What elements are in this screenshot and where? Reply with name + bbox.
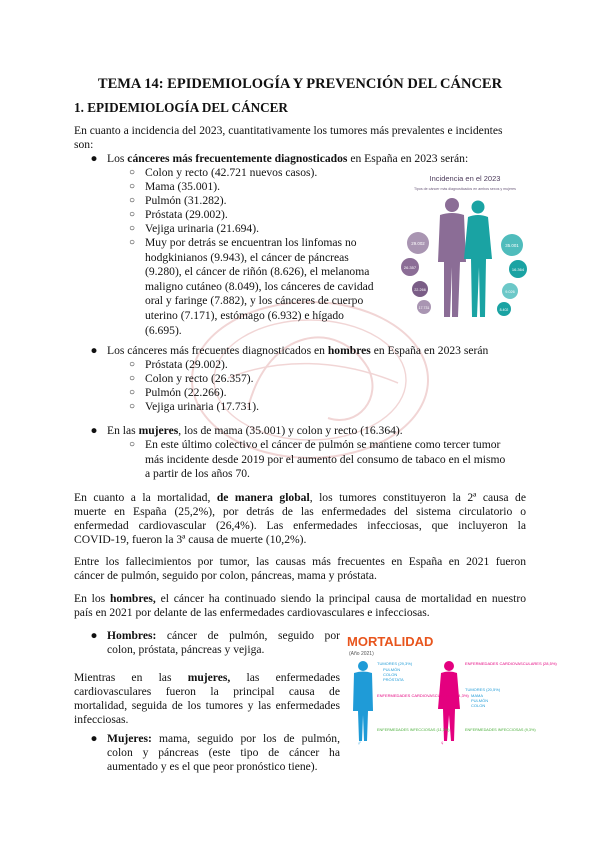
mortality-year: (Año 2021) xyxy=(349,651,374,657)
sub-bullet: ○ xyxy=(128,209,136,220)
women-bullet-line: colon y páncreas (este tipo de cáncer ha xyxy=(107,746,340,759)
sub-bullet: ○ xyxy=(128,195,136,206)
incidence-subtitle: Tipos de cáncer más diagnosticados en ambos sexos y mujeres xyxy=(414,187,516,191)
b1-item: Próstata (29.002). xyxy=(145,208,228,221)
svg-text:♂: ♂ xyxy=(357,741,362,747)
w-infec: ENFERMEDADES INFECCIOSAS (9,3%) xyxy=(465,728,536,732)
svg-text:♀: ♀ xyxy=(440,741,445,747)
men-line-2: colon, próstata, páncreas y vejiga. xyxy=(107,643,265,656)
mort-p1-line: muerte en España (25,2%), por detrás de las enfermedades del sistema circulatorio o xyxy=(74,505,526,518)
page-title: TEMA 14: EPIDEMIOLOGÍA Y PREVENCIÓN DEL CÁNCER xyxy=(97,76,503,92)
m-tumores: TUMORES (29,3%) xyxy=(377,661,413,666)
mort-p1-line: COVID-19, fueron la 3ª causa de muerte (10,2%). xyxy=(74,533,307,546)
inc-left-val: 17.731 xyxy=(418,306,430,310)
sub-bullet: ○ xyxy=(128,373,136,384)
sub-bullet: ○ xyxy=(128,401,136,412)
w-tumor-item: MAMA xyxy=(471,693,483,698)
sub-bullet: ○ xyxy=(128,439,136,450)
bullet-dot: ● xyxy=(90,344,98,357)
sub-bullet: ○ xyxy=(128,237,136,248)
mort-p1-line: enfermedad cardiovascular (26,4%). Las enfermedades infecciosas, que incluyeron la xyxy=(74,519,526,532)
incidence-title: Incidencia en el 2023 xyxy=(429,174,501,183)
women-p-line: cardiovasculares fueron la principal causa de xyxy=(74,685,340,698)
w-tumores: TUMORES (20,5%) xyxy=(465,687,501,692)
b1-last-item: Muy por detrás se encuentran los linfomas no hodgkinianos (9.943), el cáncer de páncreas (9.280), el cáncer de riñón (8.626), el melanoma maligno cutáneo (8.049), los cánceres de cavidad oral y faringe (7.882), y los cánceres de cuerpo uterino (7.171), estómago (6.932) e hígado (6.695). xyxy=(145,236,374,337)
inc-left-val: 22.266 xyxy=(414,288,426,292)
inc-left-val: 26.357 xyxy=(403,265,417,270)
mort-p3-line: En los hombres, el cáncer ha continuado siendo la principal causa de mortalidad en nuestro xyxy=(74,592,526,605)
bullet-3-text: En las mujeres, los de mama (35.001) y colon y recto (16.364). xyxy=(107,424,403,437)
inc-right-val: 35.001 xyxy=(505,243,519,248)
inc-right-val: 9.026 xyxy=(505,290,515,294)
women-bullet-line: Mujeres: mama, seguido por los de pulmón, xyxy=(107,732,340,745)
intro-line-2: son: xyxy=(74,138,94,151)
b3-sub-item: En este último colectivo el cáncer de pulmón se mantiene como tercer tumor más incidente desde 2019 por el aumento del consumo de tabaco en el mismo a partir de los años 70. xyxy=(145,438,506,481)
w-cardio: ENFERMEDADES CARDIOVASCULARES (28,5%) xyxy=(465,661,557,666)
sub-bullet: ○ xyxy=(128,387,136,398)
incidence-figure xyxy=(400,167,530,327)
mort-p1-line: En cuanto a la mortalidad, de manera global, los tumores constituyeron la 2ª causa de xyxy=(74,491,527,504)
w-tumor-item: PULMÓN xyxy=(471,698,489,703)
bullet-dot: ● xyxy=(90,629,98,642)
inc-left-val: 29.002 xyxy=(411,241,425,246)
mort-p2-line: cáncer de pulmón, seguido por colon, páncreas, mama y próstata. xyxy=(74,569,377,582)
section-heading: 1. EPIDEMIOLOGÍA DEL CÁNCER xyxy=(74,100,288,115)
m-tumor-item: PULMÓN xyxy=(383,667,401,672)
b2-item: Vejiga urinaria (17.731). xyxy=(145,400,259,413)
sub-bullet: ○ xyxy=(128,181,136,192)
m-cardio: ENFERMEDADES CARDIOVASCULARES (24,3%) xyxy=(377,693,469,698)
women-p-line: mortalidad, seguida de los tumores y las enfermedades xyxy=(74,699,340,712)
b1-item: Pulmón (31.282). xyxy=(145,194,227,207)
mort-p2-line: Entre los fallecimientos por tumor, las causas más frecuentes en España en 2021 fueron xyxy=(74,555,526,568)
b2-item: Próstata (29.002). xyxy=(145,358,228,371)
sub-bullet: ○ xyxy=(128,223,136,234)
men-line-1: Hombres: cáncer de pulmón, seguido por xyxy=(107,629,340,642)
inc-right-val: 8.402 xyxy=(499,308,509,312)
sub-bullet: ○ xyxy=(128,359,136,370)
b2-item: Pulmón (22.266). xyxy=(145,386,227,399)
mortality-figure xyxy=(345,633,557,748)
b1-item: Colon y recto (42.721 nuevos casos). xyxy=(145,166,318,179)
bullet-dot: ● xyxy=(90,152,98,165)
m-infec: ENFERMEDADES INFECCIOSAS (11,1%) xyxy=(377,728,450,732)
mort-p3-line: país en 2021 por delante de las enfermedades cardiovasculares e infecciosas. xyxy=(74,606,430,619)
mortality-title: MORTALIDAD xyxy=(347,634,434,649)
intro-line-1: En cuanto a incidencia del 2023, cuantitativamente los tumores más prevalentes e incidentes xyxy=(74,124,503,137)
bullet-dot: ● xyxy=(90,732,98,745)
bullet-2-text: Los cánceres más frecuentes diagnosticados en hombres en España en 2023 serán xyxy=(107,344,489,357)
inc-right-val: 16.364 xyxy=(511,267,525,272)
b2-item: Colon y recto (26.357). xyxy=(145,372,254,385)
b1-item: Vejiga urinaria (21.694). xyxy=(145,222,259,235)
women-bullet-line: aumentado y es el que peor pronóstico tiene). xyxy=(107,760,318,773)
bullet-1-text: Los cánceres más frecuentemente diagnosticados en España en 2023 serán: xyxy=(107,152,469,165)
w-tumor-item: COLON xyxy=(471,703,486,708)
m-tumor-item: PRÓSTATA xyxy=(383,677,404,682)
women-p-line: Mientras en las mujeres, las enfermedades xyxy=(74,671,340,684)
bullet-dot: ● xyxy=(90,424,98,437)
women-p-line: infecciosas. xyxy=(74,713,129,726)
b1-item: Mama (35.001). xyxy=(145,180,221,193)
sub-bullet: ○ xyxy=(128,167,136,178)
m-tumor-item: COLON xyxy=(383,672,398,677)
